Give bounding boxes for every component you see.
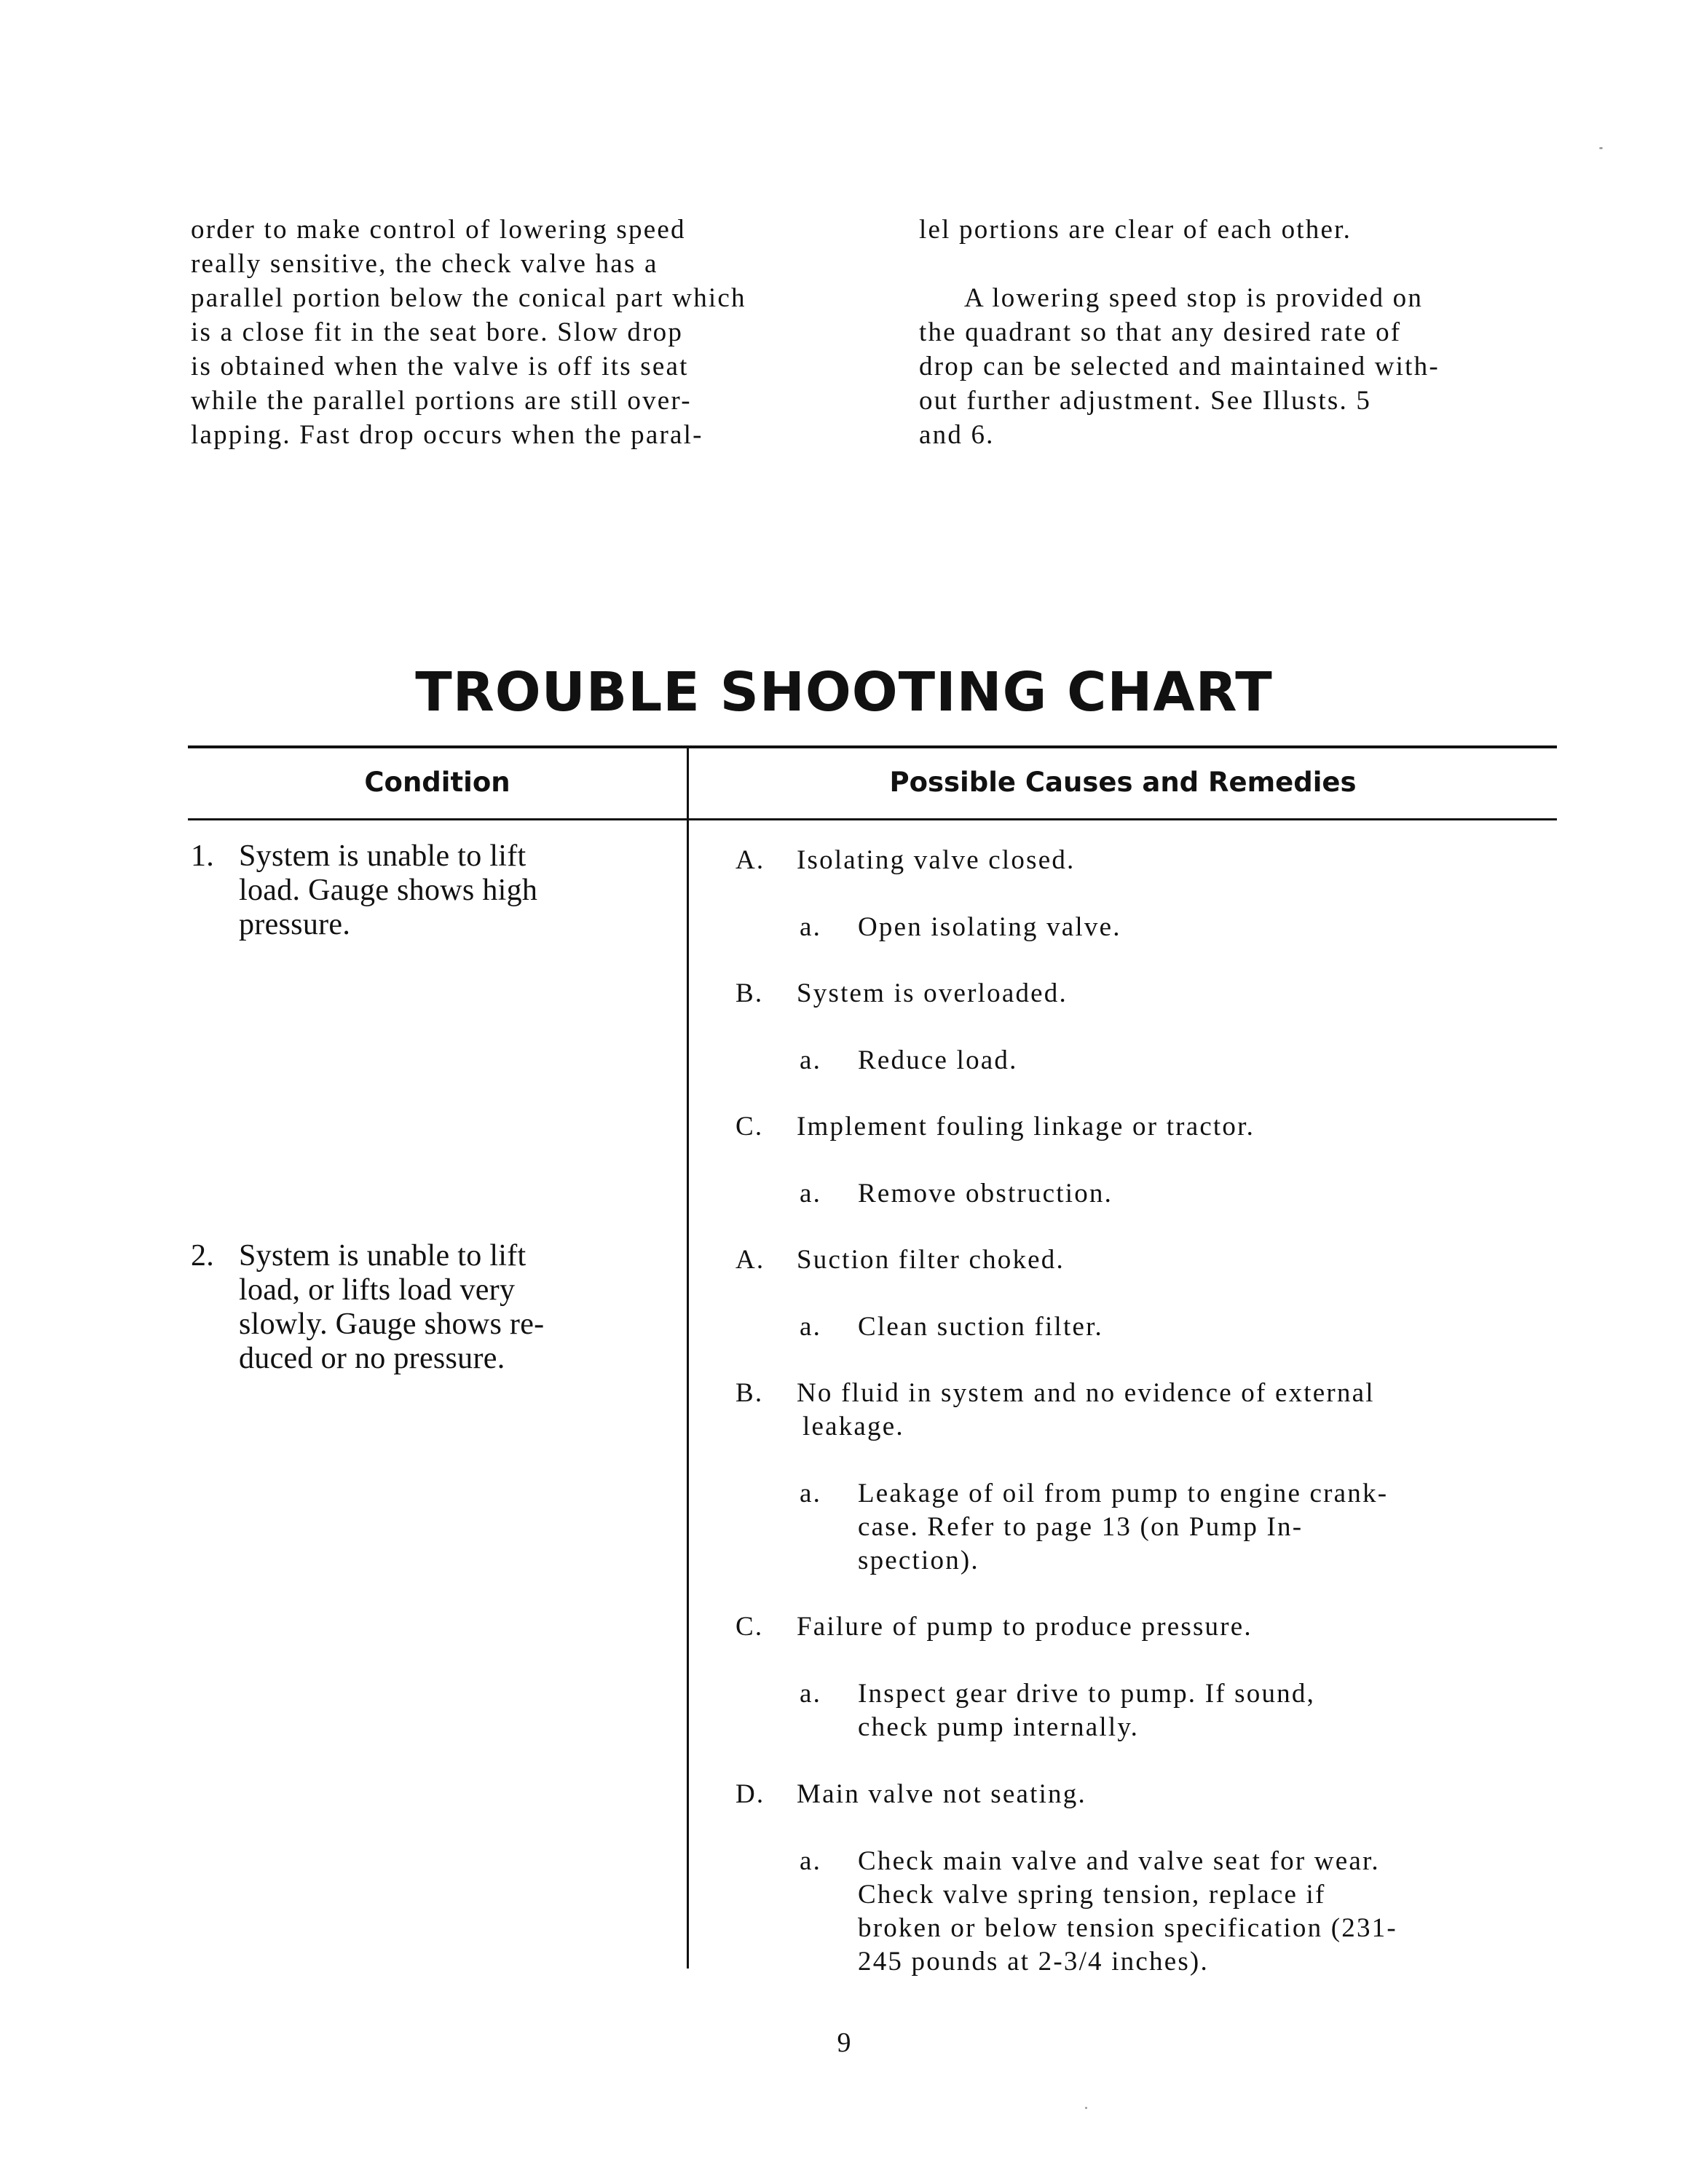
text-line: lel portions are clear of each other.: [919, 215, 1352, 245]
page-number: 9: [837, 2027, 851, 2058]
remedy-item: [800, 1177, 1113, 1211]
cause-letter: B.: [735, 1378, 764, 1408]
remedy-letter: a.: [800, 1312, 822, 1342]
chart-title: TROUBLE SHOOTING CHART: [415, 661, 1273, 724]
text-line: lapping. Fast drop occurs when the paral-: [191, 420, 703, 450]
intro-left-column: [191, 213, 890, 452]
text-line: load. Gauge shows high: [239, 874, 538, 907]
text-line: order to make control of lowering speed: [191, 215, 686, 245]
text-line: Reduce load.: [858, 1045, 1018, 1075]
text-line: A lowering speed stop is provided on: [964, 283, 1424, 313]
text-line: Inspect gear drive to pump. If sound,: [858, 1679, 1316, 1709]
cause-letter: C.: [735, 1612, 764, 1642]
text-line: Failure of pump to produce pressure.: [797, 1612, 1253, 1642]
text-line: Isolating valve closed.: [797, 845, 1076, 875]
remedy-letter: a.: [800, 1045, 822, 1075]
condition-item: [191, 1239, 647, 1376]
cause-item: [735, 1110, 1255, 1144]
text-line: out further adjustment. See Illusts. 5: [919, 386, 1372, 416]
remedy-letter: a.: [800, 1179, 822, 1208]
table-column-divider: [687, 745, 689, 1969]
scan-speck: [1085, 2107, 1087, 2109]
text-line: Main valve not seating.: [797, 1779, 1086, 1809]
column-header-causes: Possible Causes and Remedies: [889, 767, 1357, 798]
remedy-item: [800, 1310, 1103, 1344]
remedy-item: [800, 1845, 1397, 1979]
cause-item: [735, 977, 1068, 1010]
condition-item: [191, 839, 647, 942]
table-top-rule: [188, 745, 1557, 748]
text-line: Suction filter choked.: [797, 1245, 1065, 1275]
cause-letter: D.: [735, 1779, 765, 1809]
intro-right-column: [919, 213, 1574, 452]
remedy-item: [800, 1477, 1388, 1578]
text-line: is a close fit in the seat bore. Slow drop: [191, 317, 684, 347]
text-line: spection).: [858, 1546, 979, 1575]
cause-item: [735, 1610, 1253, 1644]
intro-right-paragraph-2: [919, 281, 1574, 452]
remedy-letter: a.: [800, 1479, 822, 1508]
text-line: parallel portion below the conical part which: [191, 283, 746, 313]
remedy-item: [800, 911, 1121, 944]
text-line: Check valve spring tension, replace if: [858, 1880, 1326, 1910]
text-line: check pump internally.: [858, 1712, 1140, 1742]
text-line: Clean suction filter.: [858, 1312, 1103, 1342]
condition-number: 1.: [191, 839, 215, 873]
text-line: Implement fouling linkage or tractor.: [797, 1112, 1255, 1142]
condition-text: [239, 839, 647, 942]
text-line: Check main valve and valve seat for wear.: [858, 1846, 1380, 1876]
remedy-letter: a.: [800, 1846, 822, 1876]
table-header-rule: [188, 818, 1557, 820]
text-line: System is overloaded.: [797, 978, 1068, 1008]
condition-text: [239, 1239, 647, 1376]
text-line: load, or lifts load very: [239, 1273, 516, 1307]
text-line: really sensitive, the check valve has a: [191, 249, 658, 279]
text-line: slowly. Gauge shows re-: [239, 1307, 545, 1341]
text-line: broken or below tension specification (231-: [858, 1913, 1397, 1943]
text-line: pressure.: [239, 908, 351, 941]
intro-right-paragraph-1: [919, 213, 1574, 247]
cause-item: [735, 1243, 1065, 1277]
text-line: Leakage of oil from pump to engine crank-: [858, 1479, 1389, 1508]
remedy-letter: a.: [800, 1679, 822, 1709]
cause-item: [735, 1377, 1375, 1444]
cause-item: [735, 1778, 1086, 1811]
cause-letter: A.: [735, 1245, 765, 1275]
text-line: leakage.: [802, 1412, 904, 1441]
text-line: is obtained when the valve is off its seat: [191, 352, 689, 381]
text-line: Open isolating valve.: [858, 912, 1121, 942]
text-line: System is unable to lift: [239, 1239, 526, 1273]
text-line: drop can be selected and maintained with-: [919, 352, 1440, 381]
remedy-item: [800, 1044, 1018, 1077]
text-line: while the parallel portions are still over-: [191, 386, 692, 416]
text-line: the quadrant so that any desired rate of: [919, 317, 1402, 347]
remedy-item: [800, 1677, 1315, 1744]
condition-number: 2.: [191, 1239, 215, 1273]
remedy-letter: a.: [800, 912, 822, 942]
text-line: and 6.: [919, 420, 995, 450]
cause-item: [735, 844, 1075, 877]
text-line: System is unable to lift: [239, 839, 526, 873]
text-line: Remove obstruction.: [858, 1179, 1113, 1208]
scan-speck: [1599, 147, 1603, 149]
text-line: case. Refer to page 13 (on Pump In-: [858, 1512, 1304, 1542]
text-line: 245 pounds at 2-3/4 inches).: [858, 1947, 1209, 1977]
cause-letter: B.: [735, 978, 764, 1008]
intro-left-paragraph: [191, 213, 890, 452]
cause-letter: C.: [735, 1112, 764, 1142]
text-line: No fluid in system and no evidence of external: [797, 1378, 1375, 1408]
column-header-condition: Condition: [364, 767, 510, 798]
cause-letter: A.: [735, 845, 765, 875]
text-line: duced or no pressure.: [239, 1342, 505, 1375]
